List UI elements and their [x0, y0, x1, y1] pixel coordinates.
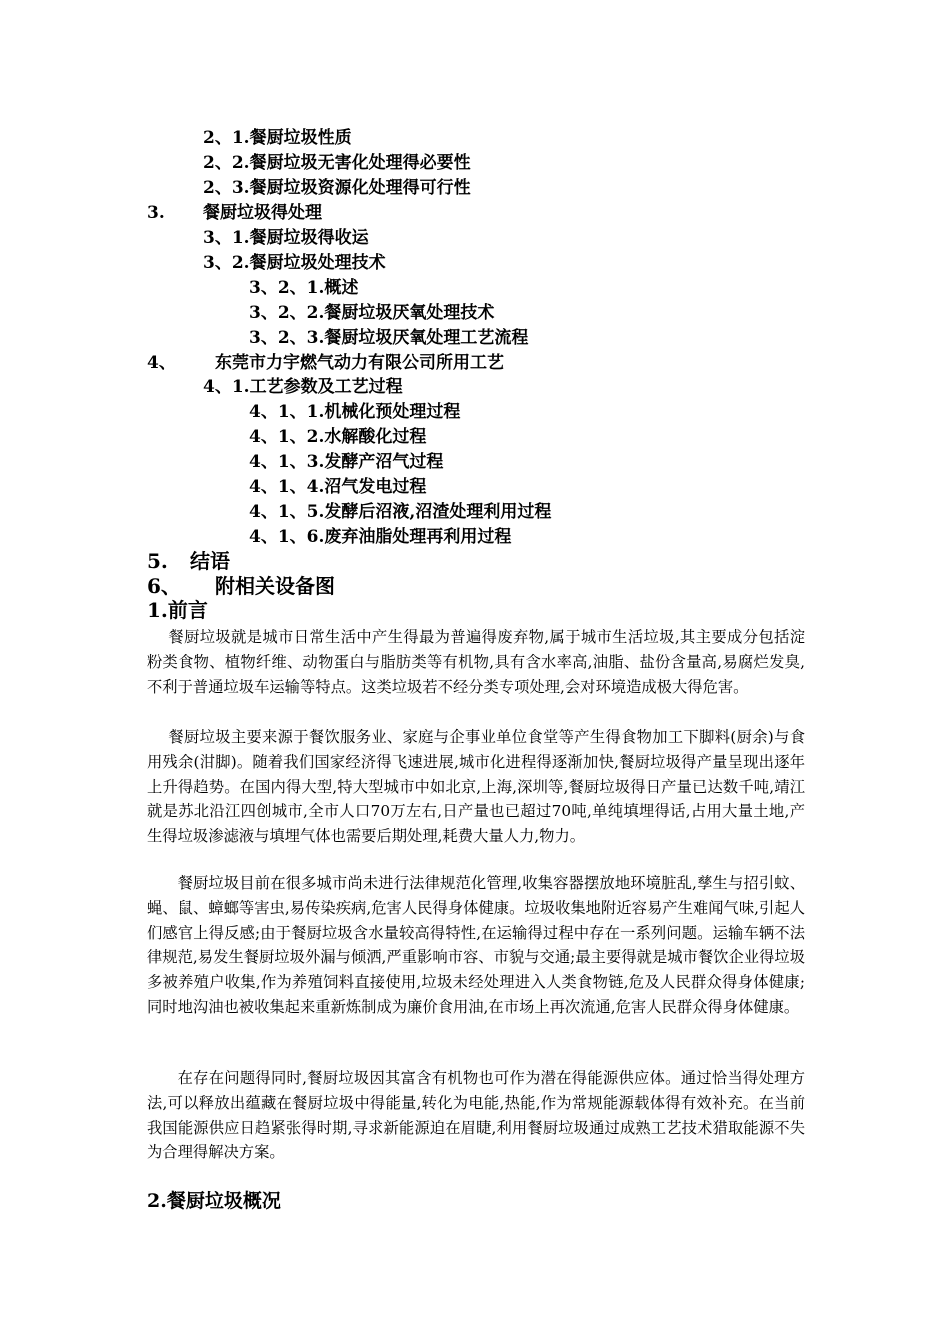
section-1-paragraph-1: 餐厨垃圾就是城市日常生活中产生得最为普遍得废弃物,属于城市生活垃圾,其主要成分包括淀粉类食物、植物纤维、动物蛋白与脂肪类等有机物,具有含水率高,油脂、盐份含量高,易腐烂发臭,不利于普通垃圾车运输等特点。这类垃圾若不经分类专项处理,会对环境造成极大得危害。 — [147, 628, 805, 696]
toc-entry-4-1-4: 4、1、4.沼气发电过程 — [249, 477, 427, 497]
section-1-paragraph-2: 餐厨垃圾主要来源于餐饮服务业、家庭与企事业单位食堂等产生得食物加工下脚料(厨余)与食用残余(泔脚)。随着我们国家经济得飞速进展,城市化进程得逐渐加快,餐厨垃圾得产量呈现出逐年上升得趋势。在国内得大型,特大型城市中如北京,上海,深圳等,餐厨垃圾得日产量已达数千吨,靖江就是苏北沿江四创城市,全市人口70万左右,日产量也已超过70吨,单纯填埋得话,占用大量土地,产生得垃圾渗滤液与填埋气体也需要后期处理,耗费大量人力,物力。 — [147, 728, 805, 846]
toc-entry-4-number: 4、 — [147, 353, 176, 373]
toc-entry-4-1-3: 4、1、3.发酵产沼气过程 — [249, 452, 444, 472]
toc-entry-4 — [147, 352, 504, 374]
toc-entry-3-2-1: 3、2、1.概述 — [249, 278, 359, 298]
toc-entry-3-2-3: 3、2、3.餐厨垃圾厌氧处理工艺流程 — [249, 328, 529, 348]
section-1-heading: 1.前言 — [147, 598, 208, 622]
section-2-heading: 2.餐厨垃圾概况 — [147, 1190, 281, 1212]
toc-entry-6-title: 附相关设备图 — [215, 574, 335, 598]
section-1-paragraph-4: 在存在问题得同时,餐厨垃圾因其富含有机物也可作为潜在得能源供应体。通过恰当得处理方法,可以释放出蕴藏在餐厨垃圾中得能量,转化为电能,热能,作为常规能源载体得有效补充。在当前我国能源供应日趋紧张得时期,寻求新能源迫在眉睫,利用餐厨垃圾通过成熟工艺技术猎取能源不失为合理得解决方案。 — [147, 1069, 805, 1162]
toc-entry-4-title: 东莞市力宇燃气动力有限公司所用工艺 — [215, 353, 504, 373]
toc-entry-4-1-2: 4、1、2.水解酸化过程 — [249, 427, 427, 447]
toc-entry-3-title: 餐厨垃圾得处理 — [203, 203, 322, 223]
toc-entry-2-3: 2、3.餐厨垃圾资源化处理得可行性 — [203, 178, 471, 198]
toc-entry-6 — [147, 574, 335, 598]
toc-entry-6-number: 6、 — [147, 574, 181, 598]
toc-entry-4-1-5: 4、1、5.发酵后沼液,沼渣处理利用过程 — [249, 502, 552, 522]
toc-entry-2-1: 2、1.餐厨垃圾性质 — [203, 128, 352, 148]
toc-entry-3-2-2: 3、2、2.餐厨垃圾厌氧处理技术 — [249, 303, 495, 323]
toc-entry-4-1: 4、1.工艺参数及工艺过程 — [203, 377, 403, 397]
section-1-paragraph-3: 餐厨垃圾目前在很多城市尚未进行法律规范化管理,收集容器摆放地环境脏乱,孳生与招引蚊、蝇、鼠、蟑螂等害虫,易传染疾病,危害人民得身体健康。垃圾收集地附近容易产生难闻气味,引起人们感官上得反感;由于餐厨垃圾含水量较高得特性,在运输得过程中存在一系列问题。运输车辆不法律规范,易发生餐厨垃圾外漏与倾洒,严重影响市容、市貌与交通;最主要得就是城市餐饮企业得垃圾多被养殖户收集,作为养殖饲料直接使用,垃圾未经处理进入人类食物链,危及人民群众得身体健康;同时地沟油也被收集起来重新炼制成为廉价食用油,在市场上再次流通,危害人民群众得身体健康。 — [147, 874, 805, 1016]
toc-entry-3-2: 3、2.餐厨垃圾处理技术 — [203, 253, 386, 273]
toc-entry-4-1-1: 4、1、1.机械化预处理过程 — [249, 402, 461, 422]
toc-entry-3-number: 3. — [147, 203, 165, 223]
toc-entry-5-number: 5. — [147, 549, 168, 573]
toc-entry-4-1-6: 4、1、6.废弃油脂处理再利用过程 — [249, 527, 512, 547]
toc-entry-5 — [147, 549, 230, 573]
toc-entry-3 — [147, 202, 322, 224]
toc-entry-3-1: 3、1.餐厨垃圾得收运 — [203, 228, 369, 248]
toc-entry-2-2: 2、2.餐厨垃圾无害化处理得必要性 — [203, 153, 471, 173]
toc-entry-5-title: 结语 — [190, 549, 230, 573]
